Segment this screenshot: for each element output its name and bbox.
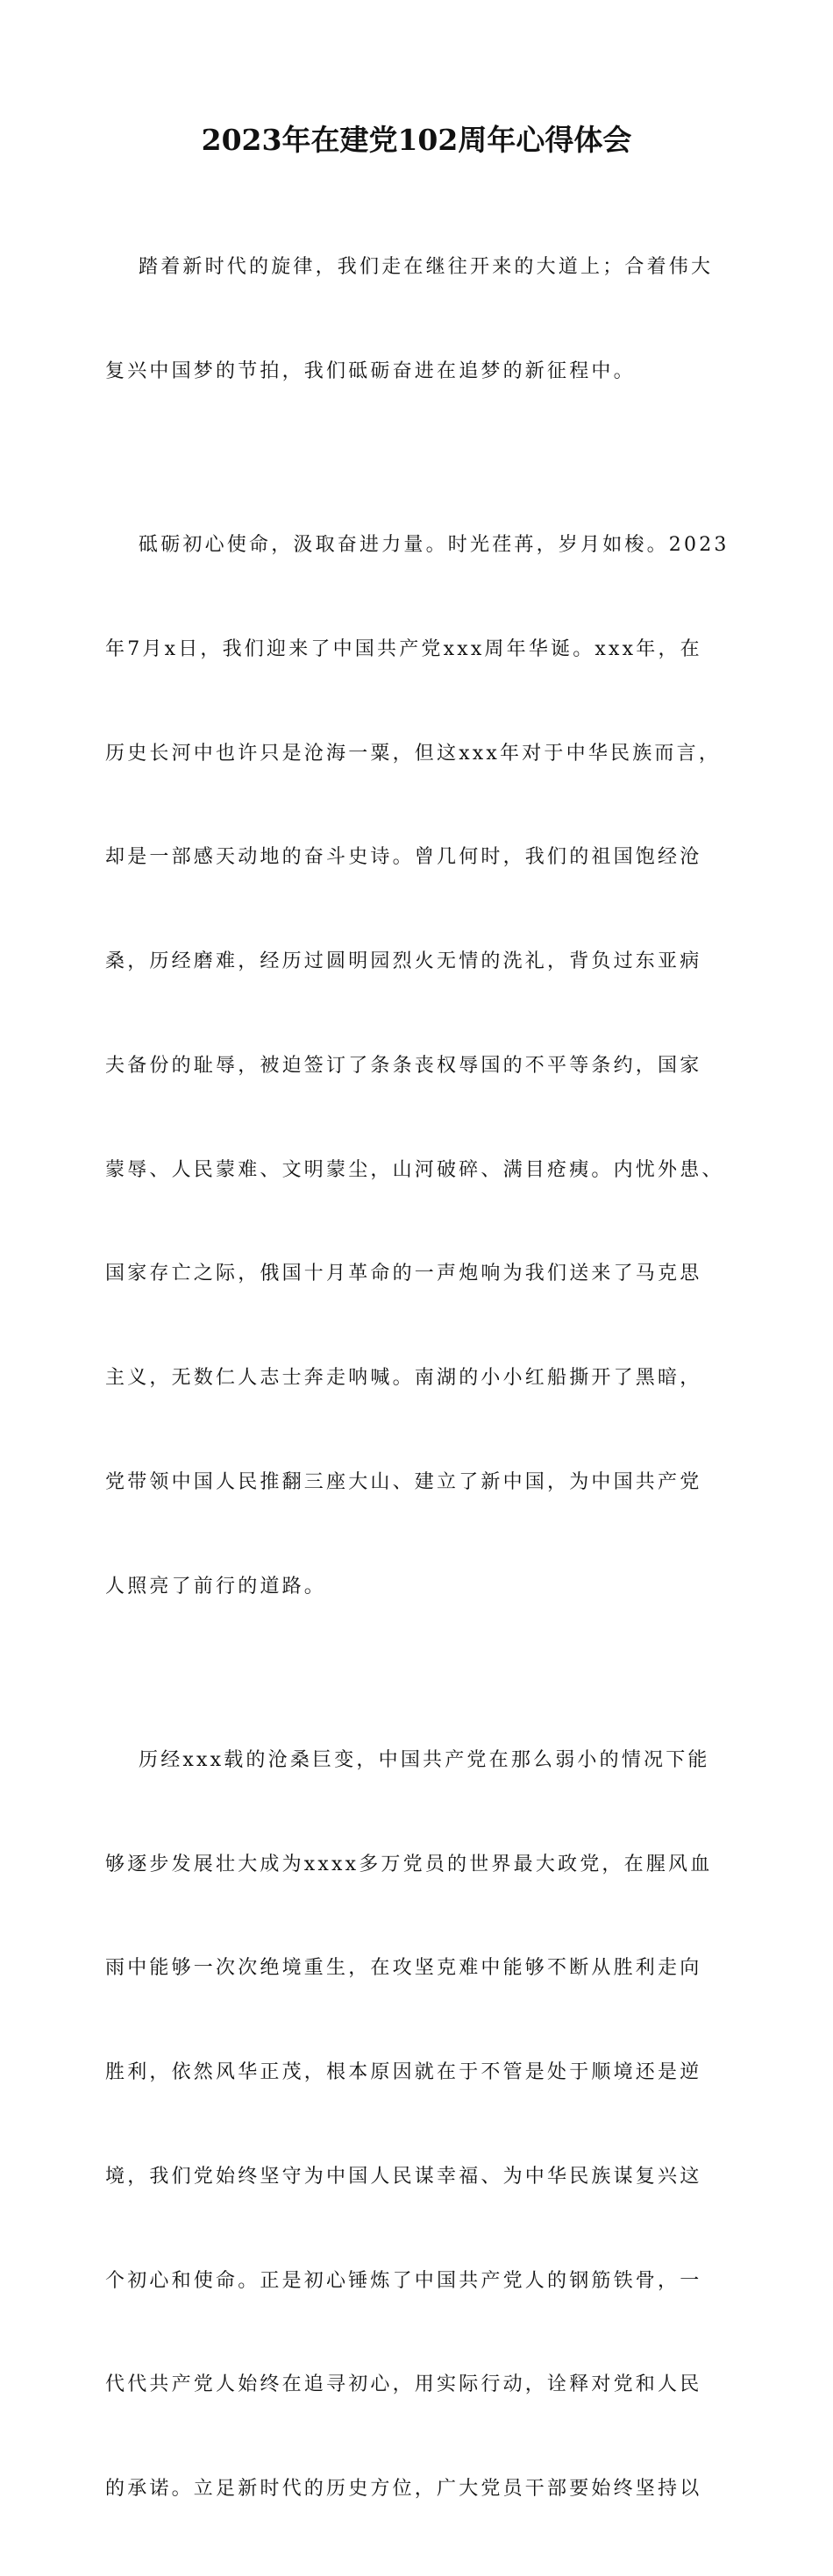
paragraph-line: 历经xxx载的沧桑巨变，中国共产党在那么弱小的情况下能 [139,1748,710,1771]
paragraph-line: 夫备份的耻辱，被迫签订了条条丧权辱国的不平等条约，国家 [105,1054,702,1077]
paragraph-line: 复兴中国梦的节拍，我们砥砺奋进在追梦的新征程中。 [105,359,636,382]
paragraph-line: 党带领中国人民推翻三座大山、建立了新中国，为中国共产党 [105,1470,702,1493]
paragraph-line: 代代共产党人始终在追寻初心，用实际行动，诠释对党和人民 [105,2373,702,2396]
paragraph-line: 蒙辱、人民蒙难、文明蒙尘，山河破碎、满目疮痍。内忧外患、 [105,1158,724,1181]
paragraph-1 [105,181,730,459]
document-title: 2023年在建党102周年心得体会 [201,123,632,157]
paragraph-line: 却是一部感天动地的奋斗史诗。曾几何时，我们的祖国饱经沧 [105,846,702,869]
document-body [105,181,730,2576]
paragraph-line: 够逐步发展壮大成为xxxx多万党员的世界最大政党，在腥风血 [105,1853,713,1875]
paragraph-line: 历史长河中也许只是沧海一粟，但这xxx年对于中华民族而言， [105,742,722,765]
paragraph-line: 砥砺初心使命，汲取奋进力量。时光荏苒，岁月如梭。2023 [139,533,730,556]
paragraph-line: 雨中能够一次次绝境重生，在攻坚克难中能够不断从胜利走向 [105,1957,702,1980]
paragraph-line: 桑，历经磨难，经历过圆明园烈火无情的洗礼，背负过东亚病 [105,950,702,973]
paragraph-3 [105,1674,730,2576]
paragraph-line: 个初心和使命。正是初心锤炼了中国共产党人的钢筋铁骨，一 [105,2269,702,2292]
paragraph-line: 踏着新时代的旋律，我们走在继往开来的大道上；合着伟大 [139,256,714,279]
paragraph-2 [105,459,730,1674]
paragraph-line: 人照亮了前行的道路。 [105,1575,327,1598]
paragraph-line: 国家存亡之际，俄国十月革命的一声炮响为我们送来了马克思 [105,1263,702,1285]
paragraph-line: 胜利，依然风华正茂，根本原因就在于不管是处于顺境还是逆 [105,2061,702,2084]
paragraph-line: 的承诺。立足新时代的历史方位，广大党员干部要始终坚持以 [105,2478,702,2501]
paragraph-line: 年7月x日，我们迎来了中国共产党xxx周年华诞。xxx年，在 [105,637,702,660]
paragraph-line: 境，我们党始终坚守为中国人民谋幸福、为中华民族谋复兴这 [105,2165,702,2188]
paragraph-line: 主义，无数仁人志士奔走呐喊。南湖的小小红船撕开了黑暗， [105,1367,702,1390]
